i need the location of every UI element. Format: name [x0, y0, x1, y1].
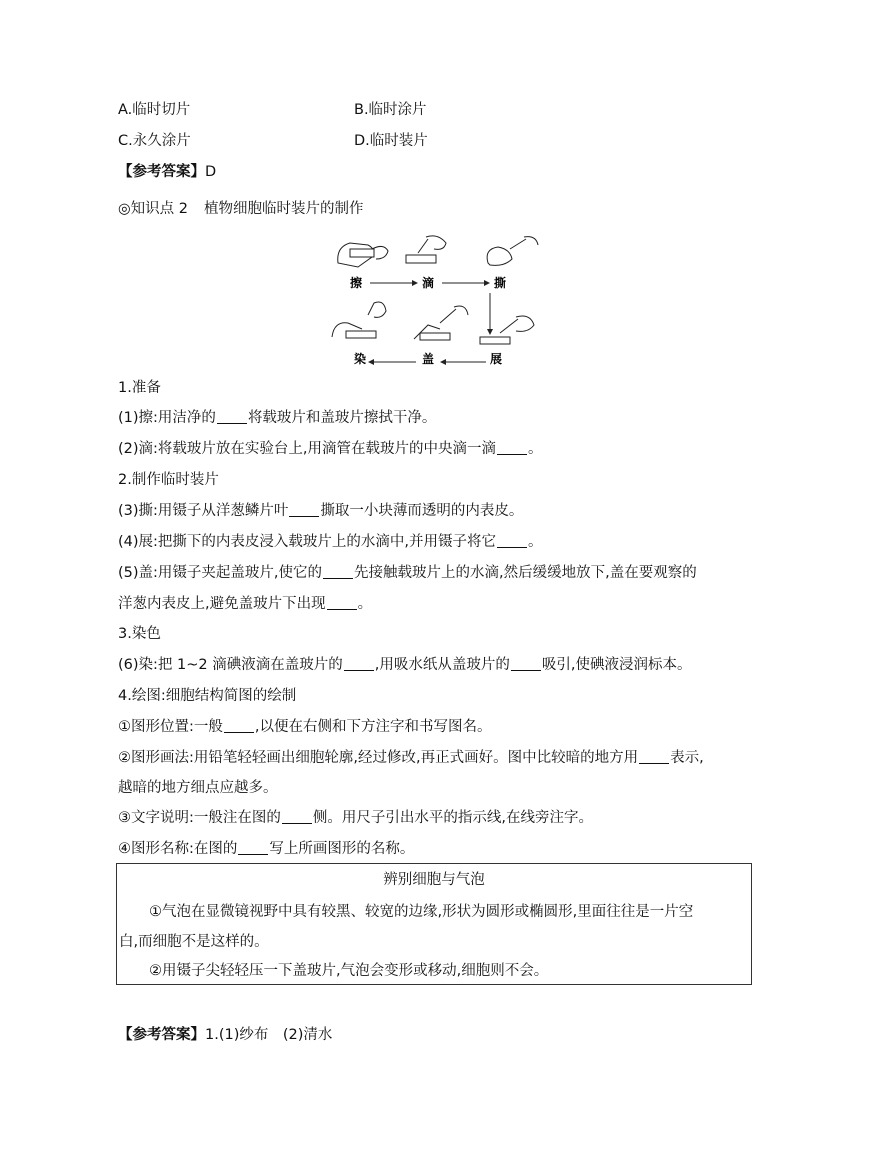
step-label-cover: 盖 — [421, 352, 435, 366]
section-2-heading: 2.制作临时装片 — [118, 472, 219, 488]
step-label-drop: 滴 — [421, 276, 435, 290]
drawing-item-1: ①图形位置:一般 ,以便在右侧和下方注字和书写图名。 — [118, 719, 492, 735]
answer-line-2 — [118, 1025, 332, 1045]
item-5-cover: (5)盖:用镊子夹起盖玻片,使它的 先接触载玻片上的水滴,然后缓缓地放下,盖在要观察的 — [118, 565, 697, 581]
drop-illustration — [406, 236, 446, 263]
option-a: A.临时切片 — [118, 102, 191, 118]
tip-title: 辨别细胞与气泡 — [383, 872, 485, 888]
answer-value: 1.(1)纱布 (2)清水 — [205, 1027, 333, 1043]
drawing-item-4: ④图形名称:在图的 写上所画图形的名称。 — [118, 841, 415, 857]
knowledge-point-prefix: ◎知识点 2 — [118, 201, 188, 217]
drawing-item-2-cont: 越暗的地方细点应越多。 — [118, 780, 278, 796]
option-b: B.临时涂片 — [354, 102, 427, 118]
tip-box — [116, 863, 752, 985]
item-5-cover-cont: 洋葱内表皮上,避免盖玻片下出现 。 — [118, 596, 373, 612]
item-6-stain: (6)染:把 1~2 滴碘液滴在盖玻片的 ,用吸水纸从盖玻片的 吸引,使碘液浸润标本。 — [118, 657, 692, 673]
answer-label: 【参考答案】 — [118, 1027, 205, 1043]
drawing-item-2: ②图形画法:用铅笔轻轻画出细胞轮廓,经过修改,再正式画好。图中比较暗的地方用 表示, — [118, 750, 704, 766]
knowledge-point-heading — [118, 199, 364, 219]
option-d: D.临时装片 — [354, 133, 428, 149]
answer-value: D — [205, 164, 217, 180]
item-1-wipe: (1)擦:用洁净的 将载玻片和盖玻片擦拭干净。 — [118, 410, 437, 426]
step-label-spread: 展 — [489, 352, 503, 366]
section-4-heading: 4.绘图:细胞结构简图的绘制 — [118, 688, 297, 704]
drawing-item-3: ③文字说明:一般注在图的 侧。用尺子引出水平的指示线,在线旁注字。 — [118, 810, 593, 826]
tip-line-3: ②用镊子尖轻轻压一下盖玻片,气泡会变形或移动,细胞则不会。 — [149, 963, 549, 979]
stain-illustration — [332, 302, 386, 338]
cover-illustration — [414, 306, 468, 340]
tip-line-2: 白,而细胞不是这样的。 — [119, 934, 269, 950]
procedure-figure — [328, 233, 548, 371]
knowledge-point-title: 植物细胞临时装片的制作 — [204, 201, 364, 217]
item-2-drop: (2)滴:将载玻片放在实验台上,用滴管在载玻片的中央滴一滴 。 — [118, 441, 543, 457]
wipe-illustration — [338, 243, 388, 267]
answer-label: 【参考答案】 — [118, 164, 205, 180]
section-1-heading: 1.准备 — [118, 380, 161, 396]
tear-illustration — [487, 237, 538, 266]
option-c: C.永久涂片 — [118, 133, 191, 149]
answer-line-1 — [118, 162, 216, 182]
step-label-stain: 染 — [353, 352, 367, 366]
step-label-tear: 撕 — [493, 276, 507, 290]
tip-line-1: ①气泡在显微镜视野中具有较黑、较宽的边缘,形状为圆形或椭圆形,里面往往是一片空 — [149, 904, 694, 920]
step-label-wipe: 擦 — [349, 276, 363, 290]
section-3-heading: 3.染色 — [118, 626, 161, 642]
item-3-tear: (3)撕:用镊子从洋葱鳞片叶 撕取一小块薄而透明的内表皮。 — [118, 503, 524, 519]
item-4-spread: (4)展:把撕下的内表皮浸入载玻片上的水滴中,并用镊子将它 。 — [118, 534, 543, 550]
